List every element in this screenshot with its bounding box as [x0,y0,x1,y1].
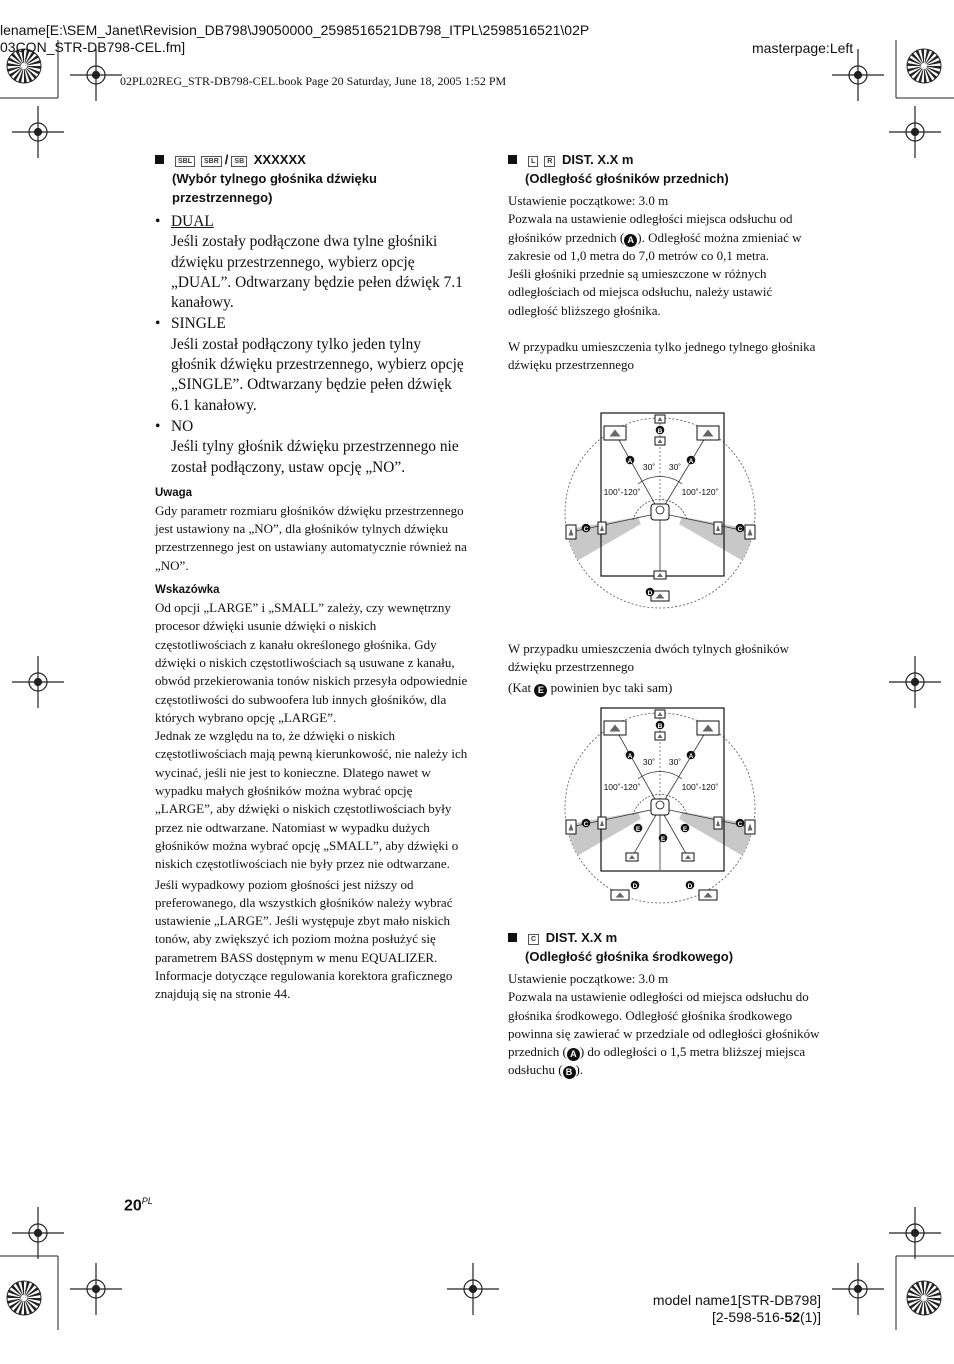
registration-mark-icon [70,1263,122,1315]
sunburst-mark-icon [7,1281,41,1315]
svg-text:B: B [657,427,663,435]
registration-mark-icon [447,1263,499,1315]
front-right-icon: R [544,156,555,167]
registration-mark-icon [889,656,941,708]
option-no: • NO Jeśli tylny głośnik dźwięku przestrzennego nie został podłączony, ustaw opcję „NO”. [155,417,470,478]
registration-mark-icon [12,656,64,708]
section-subtitle: (Odległość głośnika środkowego) [525,949,734,964]
svg-text:E: E [660,835,666,843]
front-distance-note: Jeśli głośniki przednie są umieszczone w różnych odległościach od miejsca odsłuchu, należy ustawić odległość bliższego głośnika. [508,266,773,318]
listener-icon [651,504,669,520]
filename-header [0,22,589,56]
right-column-bottom [508,928,823,1080]
sunburst-mark-icon [907,49,941,83]
right-column-top [508,150,823,375]
section-subtitle: (Wybór tylnego głośnika dźwięku przestrzennego) [172,171,377,205]
registration-mark-icon [70,49,122,101]
label-a-icon [687,456,696,465]
center-icon: C [528,934,539,945]
front-left-speaker-icon [604,721,626,735]
diagram-caption-dual-note: (Kat E powinien byc taki sam) [508,679,673,695]
surround-back-right-speaker-icon [682,853,694,861]
angle-label-left: 30˚ [642,462,656,472]
svg-text:B: B [657,722,663,730]
section-bullet-icon [508,933,517,942]
tip-heading: Wskazówka [155,584,220,597]
label-e-icon [681,824,690,833]
svg-text:C: C [583,820,589,828]
sbl-icon: SBL [175,156,195,167]
surround-back-right-outer-icon [699,890,717,900]
label-a-icon [626,751,635,760]
diagram-caption-single: W przypadku umieszczenia tylko jednego tylnego głośnika dźwięku przestrzennego [508,339,816,373]
surround-left-inner-icon [598,817,606,829]
option-description: Jeśli tylny głośnik dźwięku przestrzennego nie został podłączony, ustaw opcję „NO”. [171,438,459,476]
option-label: SINGLE [171,315,226,333]
option-description: Jeśli został podłączony tylko jeden tylny głośnik dźwięku przestrzennego, wybierz opcję „SINGLE”. Odtwarzany będzie pełen dźwięk 6.1 kanałowy. [171,335,464,414]
angle-label-right: 30˚ [668,757,682,767]
speaker-layout-diagram-dual [560,705,770,915]
surround-back-speaker-icon [654,571,666,579]
initial-setting: Ustawienie początkowe: 3.0 m [508,193,669,208]
label-d-icon [631,881,640,890]
range-label-left: 100˚-120˚ [603,782,641,792]
surround-back-left-speaker-icon [626,853,638,861]
book-info-line: 02PL02REG_STR-DB798-CEL.book Page 20 Saturday, June 18, 2005 1:52 PM [120,74,507,88]
label-a-icon: A [567,1048,580,1061]
range-label-right: 100˚-120˚ [681,782,719,792]
svg-text:A: A [688,457,694,465]
registration-mark-icon [832,1263,884,1315]
svg-text:C: C [737,820,743,828]
note-heading: Uwaga [155,486,193,499]
center-distance-section-title: C DIST. X.X m [508,928,823,947]
svg-text:A: A [627,752,633,760]
surround-left-speaker-icon [566,820,576,834]
caption-dual-block [508,640,823,697]
model-info: model name1[STR-DB798] [2-598-516-52(1)] [652,1292,821,1325]
listener-icon [651,799,669,815]
label-e-icon [634,824,643,833]
tip-paragraph: Jeśli wypadkowy poziom głośności jest niższy od preferowanego, dla wszystkich głośników należy wybrać ustawienie „LARGE”. Jeśli występuje zbyt mało niskich tonów, aby zwiększyć ich poziom można posłużyć się parametrem BASS dostępnym w menu EQUALIZER. Informacje dotyczące regulowania korektora graficznego znajdują się na stronie 44. [155,876,453,1002]
svg-text:D: D [632,882,638,890]
front-right-speaker-icon [697,426,719,440]
label-a-icon [687,751,696,760]
surround-right-inner-icon [714,817,722,829]
option-single: • SINGLE Jeśli został podłączony tylko jeden tylny głośnik dźwięku przestrzennego, wybierz opcję „SINGLE”. Odtwarzany będzie pełen dźwięk 6.1 kanałowy. [155,314,470,415]
left-column [155,150,470,1004]
option-dual: • DUAL Jeśli zostały podłączone dwa tylne głośniki dźwięku przestrzennego, wybierz opcję „DUAL”. Odtwarzany będzie pełen dźwięk 7.1 kanałowy. [155,212,470,313]
label-d-icon [686,881,695,890]
speaker-layout-diagram-single [560,410,770,620]
front-distance-description: Pozwala na ustawienie odległości miejsca odsłuchu od głośników przednich ( A ). Odległość można zmieniać w zakresie od 1,0 metra do 7,0 metrów co 0,1 metra. [508,211,802,263]
svg-text:A: A [627,457,633,465]
rear-speaker-section-title: SBL SBR / SB XXXXXX [155,150,470,169]
section-code: XXXXXX [253,152,306,167]
sb-icon: SB [231,156,247,167]
surround-left-speaker-icon [566,525,576,539]
center-speaker-lower-icon [655,732,665,740]
note-text: Gdy parametr rozmiaru głośników dźwięku przestrzennego jest ustawiony na „NO”, dla głośników tylnych dźwięku przestrzennego jest on ustawiany automatycznie również na „NO”. [155,502,467,573]
center-distance-description: Pozwala na ustawienie odległości od miejsca odsłuchu do głośnika środkowego. Odległość głośnika środkowego powinna się zawierać w przedziale od odległości głośników przednich ( A ) do odległości o 1,5 metra bliższej miejsca odsłuchu ( B ). [508,989,820,1078]
surround-back-left-outer-icon [611,890,629,900]
front-right-speaker-icon [697,721,719,735]
range-label-left: 100˚-120˚ [603,487,641,497]
angle-label-right: 30˚ [668,462,682,472]
section-bullet-icon [155,155,164,164]
tip-paragraph: Jednak ze względu na to, że dźwięki o niskich częstotliwościach mają pewną kierunkowość, nie należy ich wycinać, jeśli nie jest to konieczne. Dlatego nawet w wypadku małych głośników można wybrać opcję „LARGE”, aby dźwięki o niskich częstotliwościach były przez nie odtwarzane. Natomiast w wypadku dużych głośników można wybrać opcję „SMALL”, aby dźwięki o niskich częstotliwościach nie były przez nie odtwarzane. [155,728,468,872]
page-number: $20^{PL}$ [124,1196,153,1215]
filename-line1: lename[E:\SEM_Janet\Revision_DB798\J9050000_2598516521DB798_ITPL\2598516521\02P [0,22,590,38]
label-e-icon: E [534,684,547,697]
section-subtitle: (Odległość głośników przednich) [525,171,729,186]
tip-paragraph: Od opcji „LARGE” i „SMALL” zależy, czy wewnętrzny procesor dźwięki usunie dźwięki o niskich częstotliwościach z kanału określonego głośnika. Gdy dźwięki o niskich częstotliwościach są usuwane z kanału, obwód przekierowania tonów niskich przesyła odpowiednie częstotliwości do subwoofera lub innych głośników, dla których wybrano opcję „LARGE”. [155,600,468,725]
surround-right-inner-icon [714,522,722,534]
front-left-icon: L [528,156,538,167]
registration-mark-icon [12,106,64,158]
svg-text:E: E [682,825,688,833]
option-label: NO [171,417,194,435]
initial-setting: Ustawienie początkowe: 3.0 m [508,971,669,986]
svg-text:E: E [635,825,641,833]
center-speaker-icon [655,415,665,423]
sunburst-mark-icon [907,1281,941,1315]
sbr-icon: SBR [201,156,222,167]
label-b-icon: B [563,1066,576,1079]
option-list [155,212,470,478]
angle-label-left: 30˚ [642,757,656,767]
label-b-icon [656,426,665,435]
registration-mark-icon [12,1207,64,1259]
label-e-icon [659,834,668,843]
surround-left-inner-icon [598,522,606,534]
section-bullet-icon [508,155,517,164]
range-label-right: 100˚-120˚ [681,487,719,497]
svg-text:C: C [583,525,589,533]
option-label: DUAL [171,213,214,230]
label-b-icon [656,721,665,730]
front-distance-section-title: L R DIST. X.X m [508,150,823,169]
label-a-icon [626,456,635,465]
filename-line2: 03CON_STR-DB798-CEL.fm] [0,39,186,55]
front-left-speaker-icon [604,426,626,440]
registration-mark-icon [889,1207,941,1259]
svg-text:A: A [688,752,694,760]
masterpage-label: masterpage:Left [752,40,854,56]
surround-right-speaker-icon [745,525,755,539]
registration-mark-icon [889,106,941,158]
option-description: Jeśli zostały podłączone dwa tylne głośniki dźwięku przestrzennego, wybierz opcję „DUAL”. Odtwarzany będzie pełen dźwięk 7.1 kanałowy. [171,233,463,312]
svg-text:D: D [647,589,653,597]
center-speaker-lower-icon [655,437,665,445]
svg-text:C: C [737,525,743,533]
svg-text:D: D [687,882,693,890]
surround-right-speaker-icon [745,820,755,834]
label-a-icon: A [624,234,637,247]
diagram-caption-dual: W przypadku umieszczenia dwóch tylnych głośników dźwięku przestrzennego [508,641,789,675]
center-speaker-icon [655,710,665,718]
